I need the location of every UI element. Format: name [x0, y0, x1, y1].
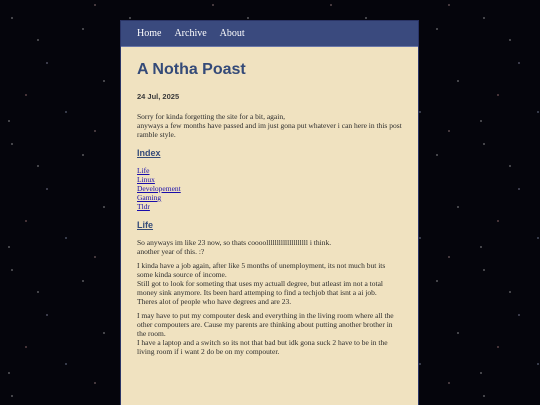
post-title: A Notha Poast: [137, 61, 246, 78]
life-line: Still got to look for someting that uses my actuall degree, but atleast im not a total money sink anymore. Its been hard attemping to find a techjob that isnt a ai job.: [137, 279, 383, 297]
index-item: [137, 175, 402, 184]
index-item: [137, 166, 402, 175]
index-item: [137, 202, 402, 211]
life-paragraph: [137, 311, 402, 356]
intro-paragraph: [137, 112, 402, 139]
index-link-tldr[interactable]: Tldr: [137, 202, 150, 211]
top-navbar: [121, 21, 418, 47]
index-link-life[interactable]: Life: [137, 166, 150, 175]
nav-home-link[interactable]: Home: [137, 28, 162, 39]
index-list: [137, 166, 402, 211]
post-content: [121, 47, 418, 356]
nav-archive-link[interactable]: Archive: [174, 28, 207, 39]
blog-page: [121, 21, 418, 405]
life-line: another year of this. :?: [137, 247, 205, 256]
index-heading: Index: [137, 148, 161, 158]
nav-about-link[interactable]: About: [219, 28, 245, 39]
index-item: [137, 193, 402, 202]
life-line: I have a laptop and a switch so its not that bad but idk gona suck 2 have to be in the living room if i want 2 do be on my compouter.: [137, 338, 388, 356]
index-link-linux[interactable]: Linux: [137, 175, 155, 184]
life-line: I kinda have a job again, after like 5 months of unemployment, its not much but its some kinda source of income.: [137, 261, 386, 279]
life-line: Theres alot of people who have degrees and are 23.: [137, 297, 292, 306]
post-date: 24 Jul, 2025: [137, 92, 180, 101]
life-line: I may have to put my compouter desk and everything in the living room where all the other compouters are. Cause my parents are thinking about putting another brother in the room.: [137, 311, 394, 338]
index-item: [137, 184, 402, 193]
life-line: So anyways im like 23 now, so thats coooollllllllllllllllllll i think.: [137, 238, 332, 247]
intro-line: Sorry for kinda forgetting the site for a bit, again,: [137, 112, 285, 121]
index-link-gaming[interactable]: Gaming: [137, 193, 162, 202]
life-heading: Life: [137, 220, 154, 230]
life-paragraph: [137, 261, 402, 306]
index-link-developement[interactable]: Developement: [137, 184, 181, 193]
intro-line: anyways a few months have passed and im just gona put whatever i can here in this post ramble style.: [137, 121, 402, 139]
life-paragraph: [137, 238, 402, 256]
